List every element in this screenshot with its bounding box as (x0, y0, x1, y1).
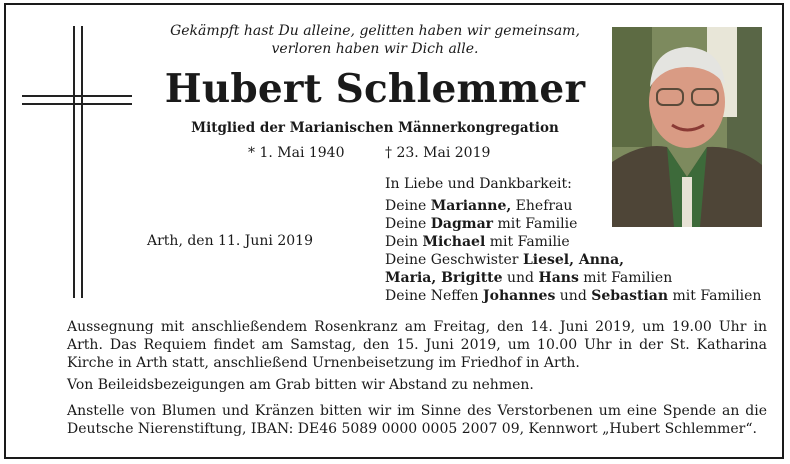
quote-line-2: verloren haben wir Dich alle. (271, 41, 479, 57)
condolence-paragraph: Von Beileidsbezeigungen am Grab bitten wir Abstand zu nehmen. (67, 377, 534, 393)
mourners-intro: In Liebe und Dankbarkeit: (385, 176, 572, 192)
service-paragraph: Aussegnung mit anschließendem Rosenkranz am Freitag, den 14. Juni 2019, um 19.00 Uhr in Arth. Das Requiem findet am Samstag, den 15. Juni 2019, um 10.00 Uhr in der St. Katharina Kirche in Arth statt, anschließend Urnenbeisetzung im Friedhof in Arth. (67, 319, 767, 371)
mourner-line: Deine Dagmar mit Familie (385, 216, 578, 232)
quote-line-1: Gekämpft hast Du alleine, gelitten haben wir gemeinsam, (170, 23, 580, 39)
donation-paragraph: Anstelle von Blumen und Kränzen bitten wir im Sinne des Verstorbenen um eine Spende an die Deutsche Nierenstiftung, IBAN: DE46 5089 0000 0005 2007 09, Kennwort „Hubert Schlemmer“. (67, 403, 767, 437)
mourner-line: Deine Geschwister Liesel, Anna, (385, 252, 625, 268)
mourner-line: Deine Marianne, Ehefrau (385, 198, 573, 214)
portrait-photo (612, 27, 762, 227)
mourner-line: Dein Michael mit Familie (385, 234, 570, 250)
death-date: † 23. Mai 2019 (385, 145, 491, 161)
mourner-line: Deine Neffen Johannes und Sebastian mit Familien (385, 288, 762, 304)
mourner-line: Maria, Brigitte und Hans mit Familien (385, 270, 673, 286)
deceased-name: Hubert Schlemmer (164, 66, 586, 112)
birth-date: * 1. Mai 1940 (248, 145, 345, 161)
place-date: Arth, den 11. Juni 2019 (147, 233, 313, 249)
affiliation: Mitglied der Marianischen Männerkongregation (191, 120, 559, 136)
